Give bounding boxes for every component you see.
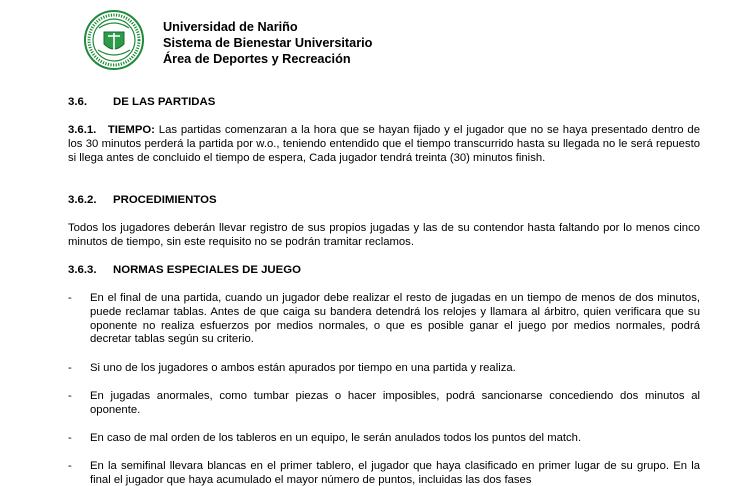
section-number: 3.6.3.: [68, 264, 97, 276]
bullet-dash: -: [68, 362, 72, 374]
bullet-dash: -: [68, 390, 72, 402]
section-number: 3.6.2.: [68, 194, 97, 206]
section-3-6-2-heading: [68, 194, 217, 206]
section-title: DE LAS PARTIDAS: [113, 96, 216, 108]
section-title: NORMAS ESPECIALES DE JUEGO: [113, 264, 301, 276]
organization-header: [163, 19, 372, 67]
bullet-dash: -: [68, 292, 72, 304]
section-3-6-2-paragraph: Todos los jugadores deberán llevar registro de sus propios jugadas y las de su contendor hasta faltando por lo menos cinco minutos de tiempo, sin este requisito no se podrán tramitar reclamos.: [68, 222, 700, 248]
org-system: Sistema de Bienestar Universitario: [163, 36, 373, 50]
section-body: Las partidas comenzaran a la hora que se hayan fijado y el jugador que no se haya presentado dentro de los 30 minutos perderá la partida por w.o., teniendo entendido que el tiempo transcurrido hasta su llegada no le será repuesto si llega antes de concluido el tiempo de espera, Cada jugador tendrá treinta (30) minutos finish.: [68, 124, 700, 164]
section-3-6-3-heading: [68, 264, 301, 276]
section-number: 3.6.: [68, 96, 87, 108]
list-item-text: En jugadas anormales, como tumbar piezas o hacer imposibles, podrá sancionarse concediendo dos minutos al oponente.: [90, 390, 700, 416]
list-item-text: En la semifinal llevara blancas en el primer tablero, el jugador que haya clasificado en primer lugar de su grupo. En la final el jugador que haya acumulado el mayor número de puntos, incluidas las dos fases: [90, 460, 700, 486]
org-name: Universidad de Nariño: [163, 20, 298, 34]
section-number: 3.6.1.: [68, 124, 97, 136]
university-seal-logo: [84, 10, 144, 70]
list-item-text: En caso de mal orden de los tableros en un equipo, le serán anulados todos los puntos del match.: [90, 432, 582, 444]
section-3-6-1-paragraph: 3.6.1. TIEMPO: Las partidas comenzaran a la hora que se hayan fijado y el jugador que no se haya presentado dentro de los 30 minutos perderá la partida por w.o., teniendo entendido que el tiempo transcurrido hasta su llegada no le será repuesto si llega antes de concluido el tiempo de espera, Cada jugador tendrá treinta (30) minutos finish.: [68, 124, 700, 164]
section-title: PROCEDIMIENTOS: [113, 194, 217, 206]
section-title: TIEMPO: [107, 124, 152, 136]
list-item-text: Si uno de los jugadores o ambos están apurados por tiempo en una partida y realiza.: [90, 362, 516, 374]
org-area: Área de Deportes y Recreación: [163, 52, 351, 66]
list-item-text: En el final de una partida, cuando un jugador debe realizar el resto de jugadas en un tiempo de menos de dos minutos, puede reclamar tablas. Antes de que caiga su bandera detendrá los relojes y llamara al árbitro, quien verificara que su oponente no realiza esfuerzos por medios normales, o que es posible ganar el juego por medios normales, podrá decretar tablas según su criterio.: [90, 292, 700, 346]
bullet-dash: -: [68, 432, 72, 444]
bullet-dash: -: [68, 460, 72, 472]
section-3-6-heading: [68, 96, 215, 108]
